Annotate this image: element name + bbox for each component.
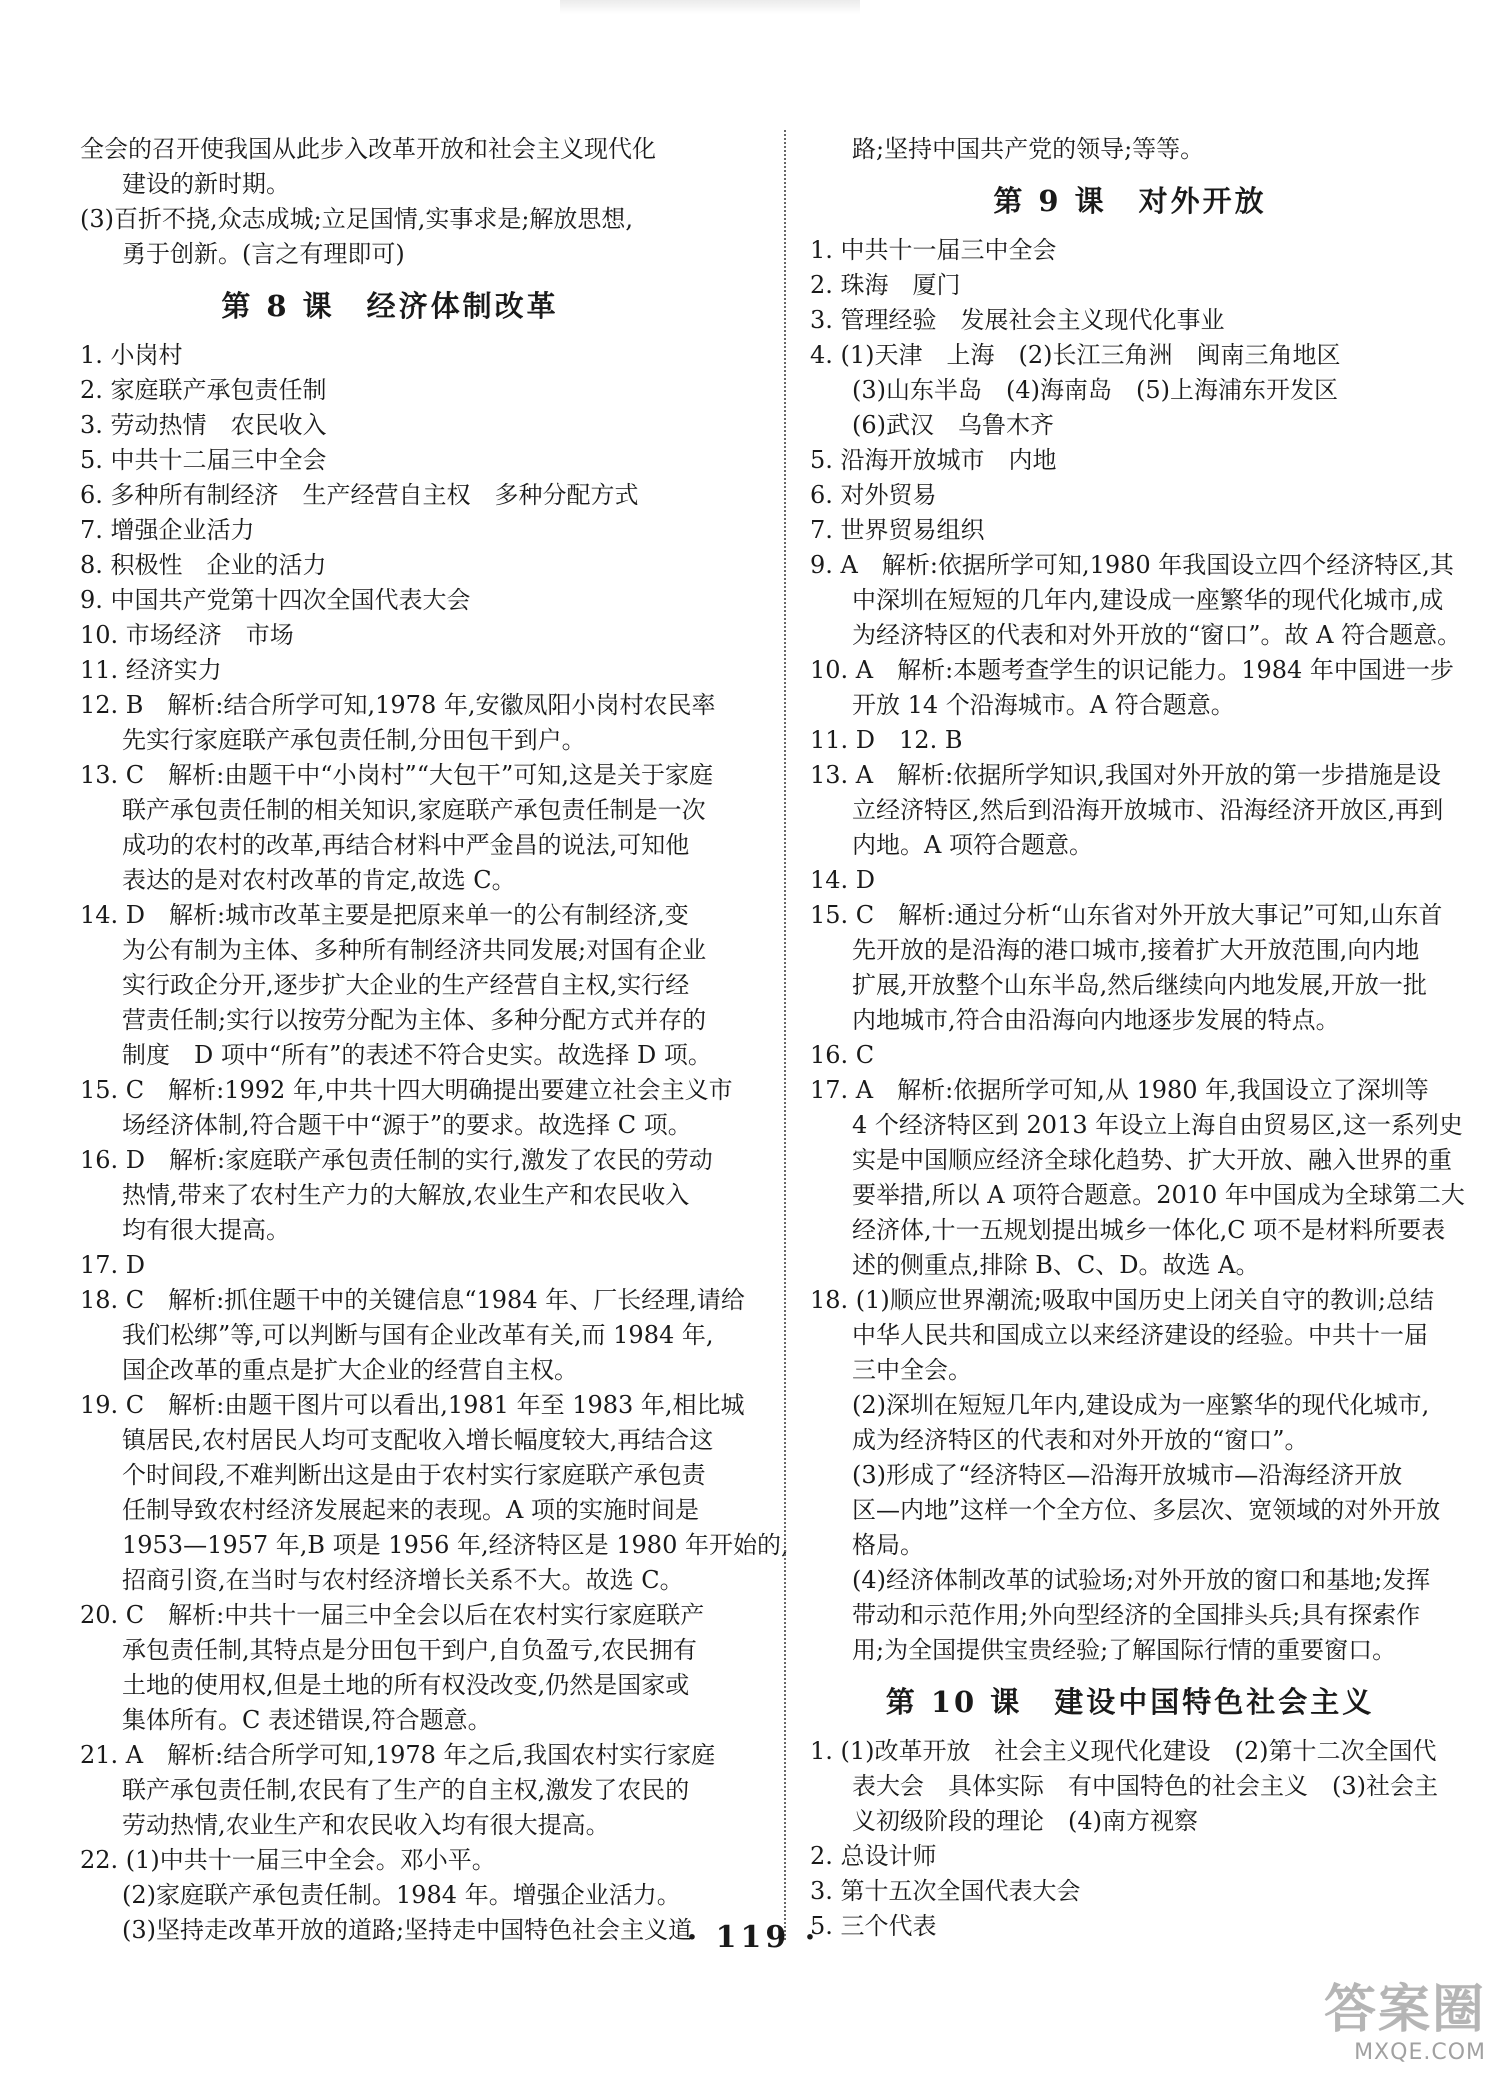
left-intro (80, 132, 700, 272)
answer-line: 热情,带来了农村生产力的大解放,农业生产和农民收入 (122, 1181, 690, 1209)
answer-line: 为经济特区的代表和对外开放的“窗口”。故 A 符合题意。 (852, 621, 1462, 649)
answer-line: 均有很大提高。 (122, 1216, 290, 1244)
answer-line: 1. (1)改革开放 社会主义现代化建设 (2)第十二次全国代 (810, 1737, 1437, 1765)
answer-line: 个时间段,不难判断出这是由于农村实行家庭联产承包责 (122, 1461, 706, 1489)
answer-line: 4. (1)天津 上海 (2)长江三角洲 闽南三角地区 (810, 341, 1341, 369)
answer-line: 为公有制为主体、多种所有制经济共同发展;对国有企业 (122, 936, 707, 964)
answer-line: 区—内地”这样一个全方位、多层次、宽领域的对外开放 (852, 1496, 1441, 1524)
answer-line: 表大会 具体实际 有中国特色的社会主义 (3)社会主 (852, 1772, 1438, 1800)
answer-line: 5. 沿海开放城市 内地 (810, 446, 1057, 474)
answer-line: 16. D 解析:家庭联产承包责任制的实行,激发了农民的劳动 (80, 1146, 713, 1174)
answer-line: 13. A 解析:依据所学知识,我国对外开放的第一步措施是设 (810, 761, 1441, 789)
answer-line: 国企改革的重点是扩大企业的经营自主权。 (122, 1356, 578, 1384)
answer-line: 1953—1957 年,B 项是 1956 年,经济特区是 1980 年开始的, (122, 1531, 789, 1559)
answer-line: (3)坚持走改革开放的道路;坚持走中国特色社会主义道 (122, 1916, 693, 1944)
answer-line: 联产承包责任制的相关知识,家庭联产承包责任制是一次 (122, 796, 706, 824)
answer-line: 10. A 解析:本题考查学生的识记能力。1984 年中国进一步 (810, 656, 1454, 684)
lesson-9-title: 第 9 课 对外开放 (993, 184, 1267, 218)
answer-line: 9. A 解析:依据所学可知,1980 年我国设立四个经济特区,其 (810, 551, 1454, 579)
site-watermark (1324, 1980, 1486, 2065)
answer-line: 13. C 解析:由题干中“小岗村”“大包干”可知,这是关于家庭 (80, 761, 713, 789)
answer-line: 3. 第十五次全国代表大会 (810, 1877, 1081, 1905)
answer-line: 扩展,开放整个山东半岛,然后继续向内地发展,开放一批 (852, 971, 1427, 999)
answer-line: 营责任制;实行以按劳分配为主体、多种分配方式并存的 (122, 1006, 707, 1034)
answer-line: 18. C 解析:抓住题干中的关键信息“1984 年、厂长经理,请给 (80, 1286, 745, 1314)
answer-line: 我们松绑”等,可以判断与国有企业改革有关,而 1984 年, (122, 1321, 714, 1349)
answer-line: 内地。A 项符合题意。 (852, 831, 1093, 859)
answer-line: 15. C 解析:通过分析“山东省对外开放大事记”可知,山东首 (810, 901, 1443, 929)
answer-line: 内地城市,符合由沿海向内地逐步发展的特点。 (852, 1006, 1340, 1034)
answer-line: 建设的新时期。 (122, 170, 290, 198)
answer-line: 6. 对外贸易 (810, 481, 937, 509)
answer-line: 1. 小岗村 (80, 341, 183, 369)
answer-line: 要举措,所以 A 项符合题意。2010 年中国成为全球第二大 (852, 1181, 1465, 1209)
watermark-logo: 答案圈 (1323, 1980, 1486, 2040)
answer-line: (3)形成了“经济特区—沿海开放城市—沿海经济开放 (852, 1461, 1403, 1489)
column-divider (784, 130, 786, 1940)
answer-line: 土地的使用权,但是土地的所有权没改变,仍然是国家或 (122, 1671, 690, 1699)
watermark-url: MXQE.COM (1354, 2040, 1486, 2065)
right-column (810, 132, 1465, 1944)
answer-line: 2. 珠海 厦门 (810, 271, 961, 299)
answer-line: 场经济体制,符合题干中“源于”的要求。故选择 C 项。 (122, 1111, 692, 1139)
answer-line: 劳动热情,农业生产和农民收入均有很大提高。 (122, 1811, 610, 1839)
answer-line: 6. 多种所有制经济 生产经营自主权 多种分配方式 (80, 481, 639, 509)
answer-line: 20. C 解析:中共十一届三中全会以后在农村实行家庭联产 (80, 1601, 705, 1629)
answer-line: (6)武汉 乌鲁木齐 (852, 411, 1054, 439)
answer-line: 16. C (810, 1041, 875, 1069)
answer-line: 表达的是对农村改革的肯定,故选 C。 (122, 866, 516, 894)
answer-line: 实行政企分开,逐步扩大企业的生产经营自主权,实行经 (122, 971, 690, 999)
answer-line: 12. B 解析:结合所学可知,1978 年,安徽凤阳小岗村农民率 (80, 691, 716, 719)
answer-line: 开放 14 个沿海城市。A 符合题意。 (852, 691, 1235, 719)
answer-line: 2. 总设计师 (810, 1842, 937, 1870)
page-number: · 119 · (686, 1920, 820, 1955)
answer-line: 立经济特区,然后到沿海开放城市、沿海经济开放区,再到 (852, 796, 1444, 824)
answer-line: (2)家庭联产承包责任制。1984 年。增强企业活力。 (122, 1881, 681, 1909)
answer-line: 承包责任制,其特点是分田包干到户,自负盈亏,农民拥有 (122, 1636, 697, 1664)
answer-line: 路;坚持中国共产党的领导;等等。 (852, 135, 1205, 163)
answer-line: 集体所有。C 表述错误,符合题意。 (122, 1706, 492, 1734)
answer-line: 义初级阶段的理论 (4)南方视察 (852, 1807, 1198, 1835)
answer-line: 招商引资,在当时与农村经济增长关系不大。故选 C。 (122, 1566, 684, 1594)
answer-line: 成功的农村的改革,再结合材料中严金昌的说法,可知他 (122, 831, 690, 859)
answer-line: 述的侧重点,排除 B、C、D。故选 A。 (852, 1251, 1260, 1279)
answer-line: 实是中国顺应经济全球化趋势、扩大开放、融入世界的重 (852, 1146, 1452, 1174)
answer-line: (2)深圳在短短几年内,建设成为一座繁华的现代化城市, (852, 1391, 1430, 1419)
answer-line: 勇于创新。(言之有理即可) (122, 240, 405, 268)
answer-line: (3)山东半岛 (4)海南岛 (5)上海浦东开发区 (852, 376, 1338, 404)
answer-line: 3. 劳动热情 农民收入 (80, 411, 327, 439)
answer-line: 22. (1)中共十一届三中全会。邓小平。 (80, 1846, 496, 1874)
answer-line: 9. 中国共产党第十四次全国代表大会 (80, 586, 471, 614)
answer-line: 先实行家庭联产承包责任制,分田包干到户。 (122, 726, 586, 754)
answer-line: 3. 管理经验 发展社会主义现代化事业 (810, 306, 1225, 334)
answer-line: 镇居民,农村居民人均可支配收入增长幅度较大,再结合这 (122, 1426, 714, 1454)
answer-line: 带动和示范作用;外向型经济的全国排头兵;具有探索作 (852, 1601, 1421, 1629)
answer-line: 制度 D 项中“所有”的表述不符合史实。故选择 D 项。 (122, 1041, 712, 1069)
answer-line: 19. C 解析:由题干图片可以看出,1981 年至 1983 年,相比城 (80, 1391, 745, 1419)
lesson-10-answers (810, 1734, 1450, 1944)
answer-line: 中深圳在短短的几年内,建设成一座繁华的现代化城市,成 (852, 586, 1444, 614)
answer-line: 18. (1)顺应世界潮流;吸取中国历史上闭关自守的教训;总结 (810, 1286, 1434, 1314)
answer-line: 7. 世界贸易组织 (810, 516, 985, 544)
answer-line: 11. D 12. B (810, 726, 963, 754)
answer-line: 17. D (80, 1251, 146, 1279)
answer-line: 7. 增强企业活力 (80, 516, 255, 544)
answer-line: (3)百折不挠,众志成城;立足国情,实事求是;解放思想, (80, 205, 634, 233)
answer-line: 三中全会。 (852, 1356, 972, 1384)
answer-line: 1. 中共十一届三中全会 (810, 236, 1057, 264)
answer-line: 8. 积极性 企业的活力 (80, 551, 327, 579)
lesson-8-title: 第 8 课 经济体制改革 (221, 289, 559, 323)
answer-line: 21. A 解析:结合所学可知,1978 年之后,我国农村实行家庭 (80, 1741, 716, 1769)
answer-line: 5. 中共十二届三中全会 (80, 446, 327, 474)
answer-line: 15. C 解析:1992 年,中共十四大明确提出要建立社会主义市 (80, 1076, 733, 1104)
answer-line: 联产承包责任制,农民有了生产的自主权,激发了农民的 (122, 1776, 690, 1804)
answer-line: 全会的召开使我国从此步入改革开放和社会主义现代化 (80, 135, 656, 163)
answer-line: 4 个经济特区到 2013 年设立上海自由贸易区,这一系列史 (852, 1111, 1463, 1139)
answer-line: 格局。 (852, 1531, 924, 1559)
answer-line: 11. 经济实力 (80, 656, 222, 684)
answer-line: 成为经济特区的代表和对外开放的“窗口”。 (852, 1426, 1309, 1454)
answer-line: 用;为全国提供宝贵经验;了解国际行情的重要窗口。 (852, 1636, 1397, 1664)
answer-line: 2. 家庭联产承包责任制 (80, 376, 327, 404)
scan-edge-shadow (560, 0, 860, 14)
lesson-9-answers (810, 233, 1465, 1668)
answer-line: (4)经济体制改革的试验场;对外开放的窗口和基地;发挥 (852, 1566, 1431, 1594)
answer-line: 17. A 解析:依据所学可知,从 1980 年,我国设立了深圳等 (810, 1076, 1429, 1104)
answer-line: 先开放的是沿海的港口城市,接着扩大开放范围,向内地 (852, 936, 1420, 964)
answer-line: 14. D (810, 866, 876, 894)
right-intro (810, 132, 1450, 167)
answer-line: 5. 三个代表 (810, 1912, 937, 1940)
lesson-10-title: 第 10 课 建设中国特色社会主义 (885, 1685, 1375, 1719)
answer-line: 任制导致农村经济发展起来的表现。A 项的实施时间是 (122, 1496, 699, 1524)
answer-line: 中华人民共和国成立以来经济建设的经验。中共十一届 (852, 1321, 1428, 1349)
answer-line: 经济体,十一五规划提出城乡一体化,C 项不是材料所要表 (852, 1216, 1446, 1244)
answer-line: 14. D 解析:城市改革主要是把原来单一的公有制经济,变 (80, 901, 689, 929)
answer-line: 10. 市场经济 市场 (80, 621, 294, 649)
